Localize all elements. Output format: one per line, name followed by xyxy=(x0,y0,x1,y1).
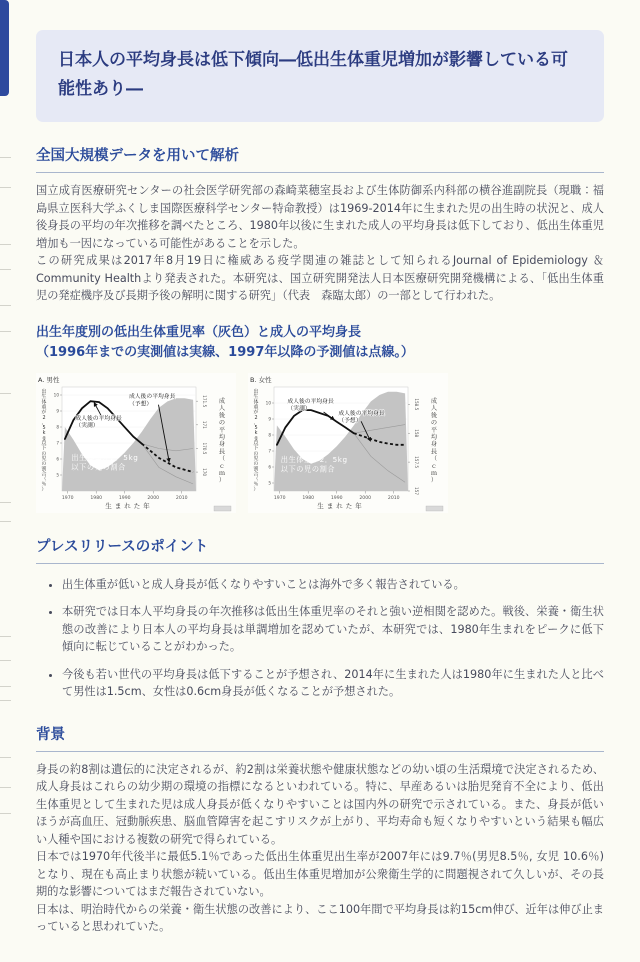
svg-text:5: 5 xyxy=(268,480,271,486)
svg-text:下: 下 xyxy=(41,445,47,452)
chart-male xyxy=(36,373,236,513)
svg-text:（予想）: （予想） xyxy=(129,400,153,407)
svg-text:（: （ xyxy=(253,476,259,483)
svg-text:5: 5 xyxy=(254,424,258,431)
svg-text:後: 後 xyxy=(218,411,226,419)
svg-text:157.5: 157.5 xyxy=(414,455,419,468)
svg-text:k: k xyxy=(42,429,46,436)
margin-mark xyxy=(0,305,11,306)
svg-text:（: （ xyxy=(218,455,226,463)
svg-text:g: g xyxy=(42,434,46,441)
margin-mark xyxy=(0,502,11,503)
svg-text:7: 7 xyxy=(268,448,271,454)
svg-text:以: 以 xyxy=(253,440,259,446)
margin-mark xyxy=(0,187,11,188)
margin-mark xyxy=(0,660,11,661)
svg-text:ｃ: ｃ xyxy=(430,462,438,470)
svg-text:成人後の平均身長: 成人後の平均身長 xyxy=(75,415,122,422)
paragraph: 身長の約8割は遺伝的に決定されるが、約2割は栄養状態や健康状態などの幼い頃の生活環境で決定されるため、成人身長はこれらの幼少期の環境の指標になるといわれている。特に、早産あるいは胎児発育不全により、低出生体重児として生まれた児は成人身長が低くなりやすいことは国内外の研究で示されている。また、身長が低いほうが高血圧、冠動脈疾患、脳血管障害を起こすリスクが上がり、平均寿命も短くなりやすいという結果も幅広い人種や国における複数の研究で得られている。 xyxy=(36,762,604,846)
svg-text:生まれた年: 生まれた年 xyxy=(317,501,365,510)
svg-text:170.5: 170.5 xyxy=(202,441,207,454)
figure-caption xyxy=(36,323,604,363)
svg-text:出生体重が2．5kg: 出生体重が2．5kg xyxy=(71,452,139,462)
margin-mark xyxy=(0,787,11,788)
margin-mark xyxy=(0,700,11,701)
points-list xyxy=(36,576,604,701)
svg-text:ｍ: ｍ xyxy=(430,469,438,477)
figure-watermark xyxy=(214,506,231,511)
background-paragraphs xyxy=(36,761,604,936)
paragraph: 日本では1970年代後半に最低5.1％であった低出生体重児出生率が2007年には9.7％(男児8.5％, 女児 10.6％)となり、現在も高止まり状態が続いている。低出生体重児増加が公衆衛生学的に問題視されて久しいが、その長期的な影響についてはまだ報告されていない。 xyxy=(36,850,604,898)
svg-text:重: 重 xyxy=(41,403,47,410)
analysis-paragraphs xyxy=(36,182,604,305)
title-card xyxy=(36,30,604,122)
svg-text:158.5: 158.5 xyxy=(414,397,419,410)
svg-text:身: 身 xyxy=(430,440,438,448)
svg-text:％: ％ xyxy=(41,481,47,488)
svg-text:身: 身 xyxy=(218,440,226,448)
svg-text:ｃ: ｃ xyxy=(218,462,226,470)
margin-mark xyxy=(0,813,11,814)
svg-text:9: 9 xyxy=(268,416,271,422)
chart-female xyxy=(248,373,448,513)
svg-text:が: が xyxy=(253,409,259,416)
list-item: • 今後も若い世代の平均身長は低下することが予想され、2014年に生まれた人は1980年に生まれた人と比べて男性は1.5cm、女性は0.6cm身長が低くなることが予想された。 xyxy=(62,666,604,701)
svg-text:の: の xyxy=(430,419,438,427)
svg-text:成: 成 xyxy=(218,397,226,405)
left-accent-bar xyxy=(0,0,9,96)
svg-text:の: の xyxy=(218,419,226,427)
svg-text:2: 2 xyxy=(254,414,258,421)
svg-text:以下の児の割合: 以下の児の割合 xyxy=(280,463,336,473)
svg-text:出: 出 xyxy=(253,388,259,395)
svg-text:2010: 2010 xyxy=(387,495,400,501)
svg-text:長: 長 xyxy=(430,447,438,455)
svg-text:9: 9 xyxy=(56,408,59,414)
svg-text:1970: 1970 xyxy=(273,495,286,501)
svg-text:の: の xyxy=(253,460,259,467)
svg-text:下: 下 xyxy=(253,445,259,452)
svg-text:170: 170 xyxy=(202,467,207,476)
svg-text:出: 出 xyxy=(41,388,47,395)
svg-text:合: 合 xyxy=(253,470,259,477)
paragraph: 日本は、明治時代からの栄養・衛生状態の改善により、ここ100年間で平均身長は約15cm伸び、近年は伸び止まっていると思われていた。 xyxy=(36,902,604,933)
svg-text:，: ， xyxy=(253,419,259,426)
svg-text:8: 8 xyxy=(268,432,271,438)
svg-text:以下の児の割合: 以下の児の割合 xyxy=(71,461,126,471)
svg-text:171.5: 171.5 xyxy=(202,394,207,407)
svg-text:，: ， xyxy=(41,419,47,426)
svg-text:後: 後 xyxy=(430,411,438,419)
svg-text:以: 以 xyxy=(41,440,47,446)
section-background xyxy=(36,723,604,936)
svg-text:1980: 1980 xyxy=(302,495,315,501)
svg-text:）: ） xyxy=(218,476,226,484)
svg-text:（実測）: （実測） xyxy=(287,405,311,412)
analysis-heading: 全国大規模データを用いて解析 xyxy=(36,144,604,173)
svg-text:％: ％ xyxy=(253,481,259,488)
svg-text:割: 割 xyxy=(253,465,259,472)
svg-text:2: 2 xyxy=(42,414,46,421)
svg-text:2000: 2000 xyxy=(359,495,372,501)
svg-text:重: 重 xyxy=(253,403,259,410)
svg-text:平: 平 xyxy=(218,426,226,434)
svg-text:（予想）: （予想） xyxy=(338,417,362,424)
svg-text:均: 均 xyxy=(218,433,226,441)
svg-text:g: g xyxy=(254,434,258,441)
svg-text:人: 人 xyxy=(218,404,226,412)
svg-text:158: 158 xyxy=(414,428,419,437)
svg-text:1990: 1990 xyxy=(330,495,343,501)
svg-text:A. 男性: A. 男性 xyxy=(38,375,60,384)
list-item: • 本研究では日本人平均身長の年次推移は低出生体重児率のそれと強い逆相関を認めた。戦後、栄養・衛生状態の改善により日本人の平均身長は単調増加を認めていたが、本研究では、1980年生まれをピークに低下傾向に転じていることがわかった。 xyxy=(62,603,604,656)
svg-text:長: 長 xyxy=(218,447,226,455)
background-heading: 背景 xyxy=(36,723,604,752)
svg-text:6: 6 xyxy=(268,464,271,470)
svg-text:k: k xyxy=(254,429,258,436)
margin-mark xyxy=(0,636,11,637)
svg-text:体: 体 xyxy=(253,398,259,405)
svg-text:成人後の平均身長: 成人後の平均身長 xyxy=(338,410,385,417)
svg-text:合: 合 xyxy=(41,470,47,477)
section-figure xyxy=(36,323,604,513)
paragraph: 国立成育医療研究センターの社会医学研究部の森崎菜穂室長および生体防御系内科部の横谷進副院長（現職：福島県立医科大学ふくしま国際医療科学センター特命教授）は1969-2014年に生まれた児の出生時の状況と、成人後身長の平均の年次推移を調べたところ、1980年以後に生まれた成人の平均身長は低下しており、低出生体重児増加も一因になっている可能性があることを示した。 xyxy=(36,184,604,250)
figure-charts xyxy=(36,373,604,513)
svg-text:）: ） xyxy=(253,486,259,493)
svg-text:1970: 1970 xyxy=(61,495,74,501)
svg-text:成人後の平均身長: 成人後の平均身長 xyxy=(287,398,334,405)
svg-text:B. 女性: B. 女性 xyxy=(250,375,272,384)
paragraph: この研究成果は2017年8月19日に権威ある疫学関連の雑誌として知られるJournal of Epidemiology ＆ Community Healthより発表された。本研究は、国立研究開発法人日本医療研究開発機構による、「低出生体重児の発症機序及び長期予後の解明に関する研究」（代表 森臨太郎）の一部として行われた。 xyxy=(36,254,604,302)
margin-mark xyxy=(0,686,11,687)
svg-text:の: の xyxy=(41,450,47,457)
svg-text:人: 人 xyxy=(430,404,438,412)
svg-text:の: の xyxy=(253,450,259,457)
margin-mark xyxy=(0,521,11,522)
svg-text:生: 生 xyxy=(41,393,47,400)
svg-text:出生体重が2．5kg: 出生体重が2．5kg xyxy=(280,454,348,464)
svg-text:10: 10 xyxy=(265,400,271,406)
points-heading: プレスリリースのポイント xyxy=(36,535,604,564)
svg-text:均: 均 xyxy=(430,433,438,441)
svg-text:ｍ: ｍ xyxy=(218,469,226,477)
svg-text:10: 10 xyxy=(53,392,59,398)
margin-mark xyxy=(0,244,11,245)
margin-mark xyxy=(0,269,11,270)
section-analysis xyxy=(36,144,604,305)
svg-text:）: ） xyxy=(430,476,438,484)
svg-text:7: 7 xyxy=(56,440,59,446)
figure-watermark xyxy=(426,506,443,511)
svg-text:（: （ xyxy=(430,455,438,463)
page-title: 日本人の平均身長は低下傾向―低出生体重児増加が影響している可能性あり― xyxy=(58,50,568,99)
svg-text:児: 児 xyxy=(41,455,47,462)
svg-text:生: 生 xyxy=(253,393,259,400)
svg-text:2010: 2010 xyxy=(175,495,188,501)
margin-mark xyxy=(0,331,11,332)
svg-text:2000: 2000 xyxy=(147,495,160,501)
svg-text:1980: 1980 xyxy=(90,495,103,501)
svg-text:）: ） xyxy=(41,486,47,493)
svg-text:児: 児 xyxy=(253,455,259,462)
svg-text:成人後の平均身長: 成人後の平均身長 xyxy=(129,393,176,400)
margin-mark xyxy=(0,757,11,758)
figure-caption-line2: （1996年までの実測値は実線、1997年以降の予測値は点線。） xyxy=(36,344,414,360)
svg-text:8: 8 xyxy=(56,424,59,430)
svg-text:が: が xyxy=(41,409,47,416)
svg-text:（実測）: （実測） xyxy=(75,422,99,429)
svg-text:5: 5 xyxy=(56,472,59,478)
list-item: • 出生体重が低いと成人身長が低くなりやすいことは海外で多く報告されている。 xyxy=(62,576,604,594)
svg-text:1990: 1990 xyxy=(118,495,131,501)
margin-mark xyxy=(0,393,11,394)
svg-text:171: 171 xyxy=(202,420,207,429)
svg-text:（: （ xyxy=(41,476,47,483)
svg-text:の: の xyxy=(41,460,47,467)
figure-caption-line1: 出生年度別の低出生体重児率（灰色）と成人の平均身長 xyxy=(36,324,362,340)
svg-text:生まれた年: 生まれた年 xyxy=(105,501,153,510)
svg-text:5: 5 xyxy=(42,424,46,431)
svg-text:平: 平 xyxy=(430,426,438,434)
section-points xyxy=(36,535,604,701)
svg-text:割: 割 xyxy=(41,465,47,472)
margin-mark xyxy=(0,157,11,158)
svg-text:体: 体 xyxy=(41,398,47,405)
svg-text:成: 成 xyxy=(430,397,438,405)
svg-text:6: 6 xyxy=(56,456,59,462)
svg-text:157: 157 xyxy=(414,486,419,495)
